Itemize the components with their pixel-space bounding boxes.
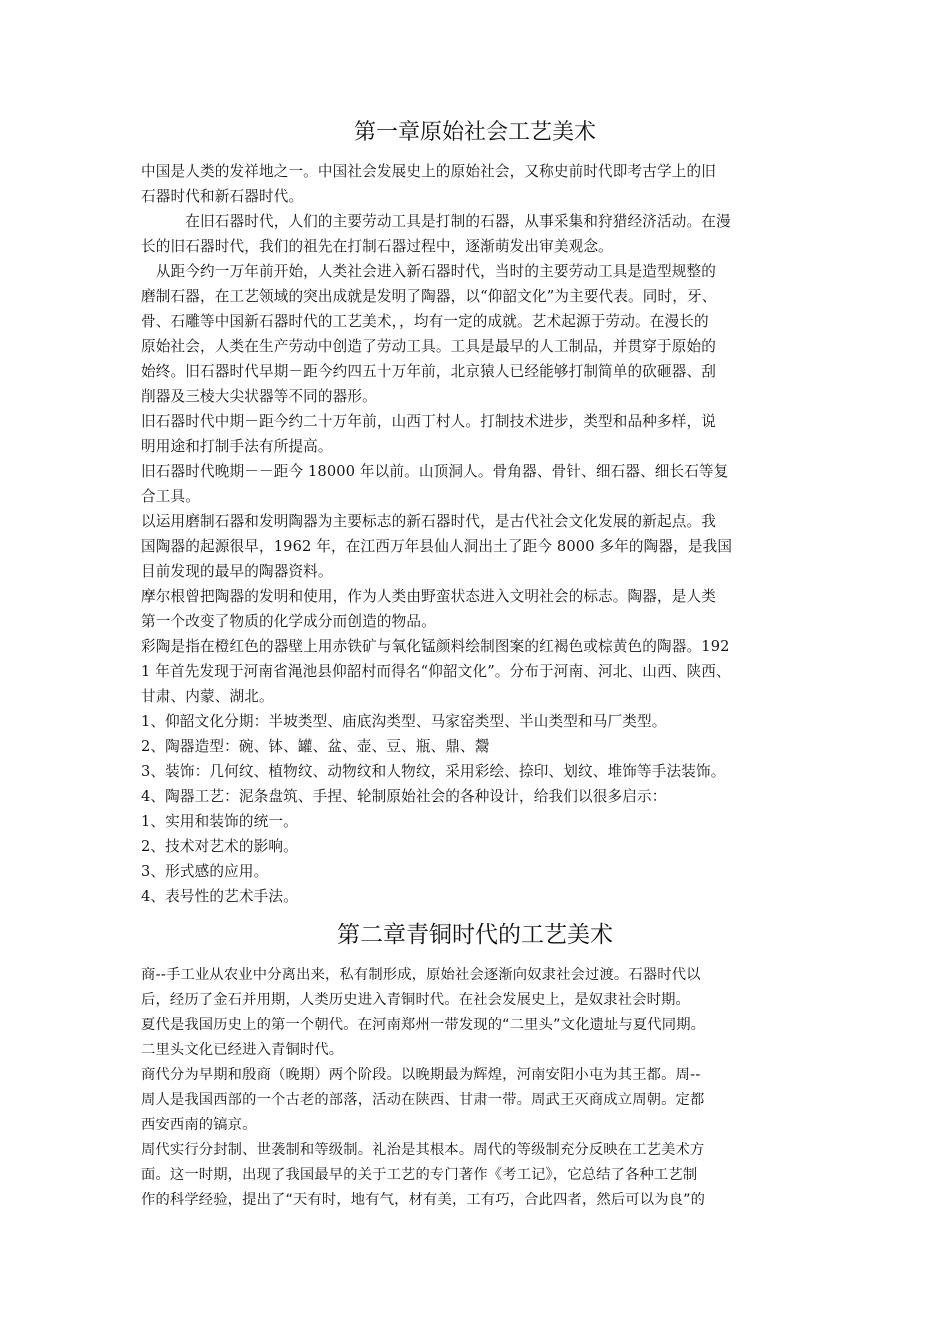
- text-line: 第一个改变了物质的化学成分而创造的物品。: [141, 613, 436, 630]
- text-line: 3、形式感的应用。: [141, 863, 269, 880]
- text-line: 2、陶器造型：碗、钵、罐、盆、壶、豆、瓶、鼎、鬶: [141, 738, 490, 755]
- text-line: 原始社会，人类在生产劳动中创造了劳动工具。工具是最早的人工制品，并贯穿于原始的: [141, 338, 717, 355]
- text-line: 在旧石器时代，人们的主要劳动工具是打制的石器，从事采集和狩猎经济活动。在漫: [141, 213, 731, 230]
- text-line: 西安西南的镐京。: [141, 1117, 257, 1133]
- text-line: 2、技术对艺术的影响。: [141, 838, 298, 855]
- text-line: 1 年首先发现于河南省渑池县仰韶村而得名“仰韶文化”。分布于河南、河北、山西、陕西、: [141, 663, 731, 680]
- text-line: 1、仰韶文化分期：半坡类型、庙底沟类型、马家窑类型、半山类型和马厂类型。: [141, 713, 667, 730]
- text-line: 周代实行分封制、世袭制和等级制。礼治是其根本。周代的等级制充分反映在工艺美术方: [141, 1142, 705, 1158]
- text-line: 商--手工业从农业中分离出来，私有制形成，原始社会逐渐向奴隶社会过渡。石器时代以: [141, 967, 701, 983]
- text-line: 彩陶是指在橙红色的器壁上用赤铁矿与氧化锰颜料绘制图案的红褐色或棕黄色的陶器。192: [141, 638, 730, 655]
- text-line: 商代分为早期和殷商（晚期）两个阶段。以晚期最为辉煌，河南安阳小屯为其王都。周--: [141, 1067, 701, 1083]
- text-line: 磨制石器，在工艺领域的突出成就是发明了陶器，以“仰韶文化”为主要代表。同时，牙、: [141, 288, 717, 305]
- text-line: 3、装饰：几何纹、植物纹、动物纹和人物纹，采用彩绘、捺印、划纹、堆饰等手法装饰。: [141, 763, 726, 780]
- chapter-1-body: [141, 159, 817, 909]
- text-line: 4、表号性的艺术手法。: [141, 888, 298, 905]
- text-line: 甘肃、内蒙、湖北。: [141, 688, 274, 705]
- text-line: 夏代是我国历史上的第一个朝代。在河南郑州一带发现的“二里头”文化遗址与夏代同期。: [141, 1017, 706, 1033]
- text-line: 面。这一时期，出现了我国最早的关于工艺的专门著作《考工记》，它总结了各种工艺制: [141, 1167, 698, 1183]
- text-line: 后，经历了金石并用期，人类历史进入青铜时代。在社会发展史上，是奴隶社会时期。: [141, 992, 690, 1008]
- text-line: 旧石器时代中期－距今约二十万年前，山西丁村人。打制技术进步，类型和品种多样，说: [141, 413, 717, 430]
- text-line: 从距今约一万年前开始，人类社会进入新石器时代，当时的主要劳动工具是造型规整的: [141, 263, 717, 280]
- text-line: 4、陶器工艺：泥条盘筑、手捏、轮制原始社会的各种设计，给我们以很多启示：: [141, 788, 667, 805]
- text-line: 1、实用和装饰的统一。: [141, 813, 298, 830]
- text-line: 始终。旧石器时代早期－距今约四五十万年前，北京猿人已经能够打制简单的砍砸器、刮: [141, 363, 717, 380]
- text-line: 合工具。: [141, 488, 200, 505]
- chapter-2-body: [141, 963, 817, 1213]
- text-line: 周人是我国西部的一个古老的部落，活动在陕西、甘肃一带。周武王灭商成立周朝。定都: [141, 1092, 705, 1108]
- text-line: 目前发现的最早的陶器资料。: [141, 563, 333, 580]
- text-line: 明用途和打制手法有所提高。: [141, 438, 333, 455]
- text-line: 作的科学经验，提出了“天有时，地有气，材有美，工有巧，合此四者，然后可以为良”的: [141, 1192, 706, 1208]
- text-line: 二里头文化已经进入青铜时代。: [141, 1042, 344, 1058]
- text-line: 旧石器时代晚期－－距今 18000 年以前。山顶洞人。骨角器、骨针、细石器、细长石等复: [141, 463, 729, 480]
- text-line: 国陶器的起源很早，1962 年，在江西万年县仙人洞出土了距今 8000 多年的陶器，是我国: [141, 538, 733, 555]
- text-line: 摩尔根曾把陶器的发明和使用，作为人类由野蛮状态进入文明社会的标志。陶器，是人类: [141, 588, 717, 605]
- text-line: 以运用磨制石器和发明陶器为主要标志的新石器时代，是古代社会文化发展的新起点。我: [141, 513, 717, 530]
- text-line: 骨、石雕等中国新石器时代的工艺美术，，均有一定的成就。艺术起源于劳动。在漫长的: [141, 313, 709, 330]
- chapter-1-title: 第一章原始社会工艺美术: [353, 120, 596, 145]
- chapter-2-title: 第二章青铜时代的工艺美术: [337, 922, 613, 948]
- text-line: 中国是人类的发祥地之一。中国社会发展史上的原始社会，又称史前时代即考古学上的旧: [141, 163, 717, 180]
- text-line: 长的旧石器时代，我们的祖先在打制石器过程中，逐渐萌发出审美观念。: [141, 238, 613, 255]
- text-line: 削器及三棱大尖状器等不同的器形。: [141, 388, 377, 405]
- text-line: 石器时代和新石器时代。: [141, 188, 304, 205]
